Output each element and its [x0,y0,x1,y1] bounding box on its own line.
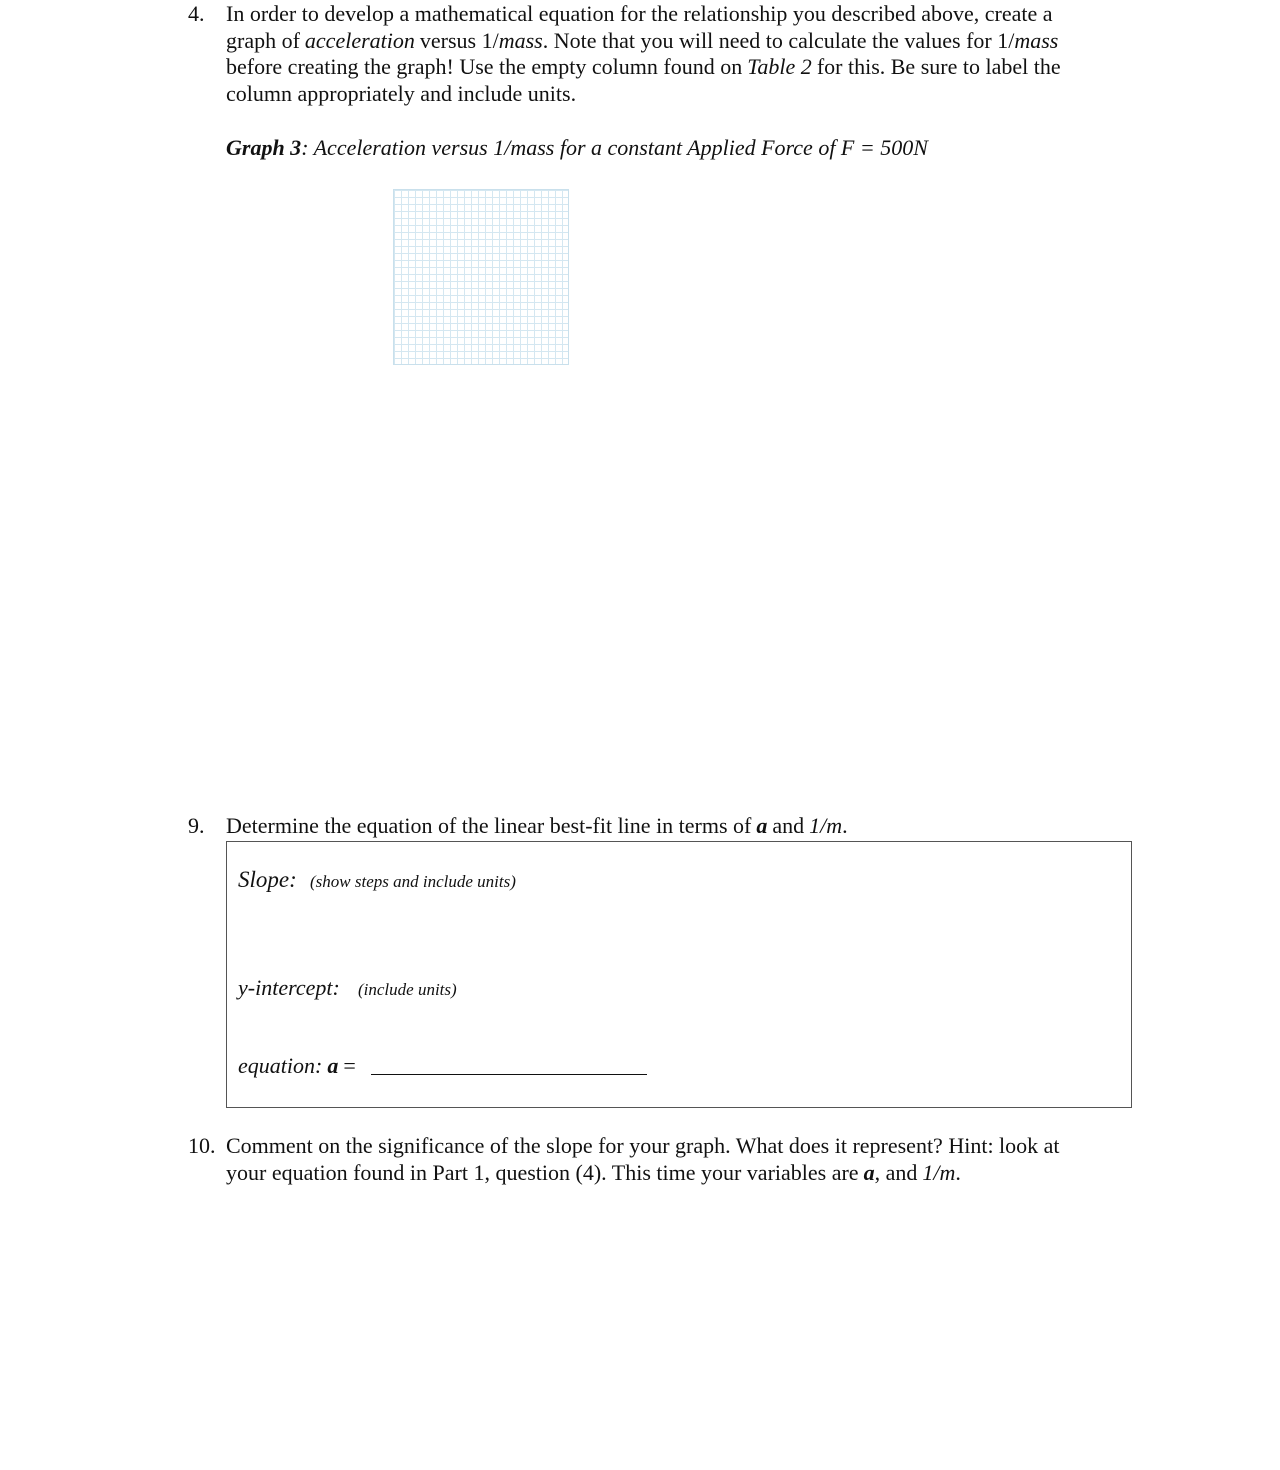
question-9-number: 9. [188,813,205,838]
question-10-line-1: Comment on the significance of the slope for your graph. What does it represent? Hint: look at [226,1133,1060,1158]
graph-number: Graph 3 [226,135,302,160]
q10-and: , and [874,1159,918,1185]
y-intercept-hint: (include units) [358,980,457,999]
q10-var-m: 1/m [922,1159,956,1185]
q9-var-m: 1/m [809,813,843,838]
question-10 [188,1133,1138,1193]
graph-caption [226,135,928,161]
q4-line2-versus: versus 1/ [419,27,499,53]
question-4-line-3 [226,54,1126,81]
graph-title: : Acceleration versus 1/mass for a constant Applied Force of F = 500N [301,135,928,160]
question-4-number: 4. [188,1,205,26]
q9-and: and [772,813,805,838]
question-4-text [226,1,1126,107]
equation-equals: = [343,1053,356,1078]
question-4-line-1: In order to develop a mathematical equation for the relationship you described above, create a [226,1,1053,26]
slope-hint: (show steps and include units) [310,872,516,891]
question-4-line-4: column appropriately and include units. [226,80,577,106]
q10-line2-text: your equation found in Part 1, question (4). This time your variables are [226,1159,859,1185]
q4-table-ref: Table 2 [747,54,812,79]
question-10-number: 10. [188,1133,216,1158]
q4-line2-text: graph of [226,27,300,53]
q4-var-mass-2: mass [1014,27,1059,53]
equation-answer-blank[interactable] [371,1074,647,1075]
q10-var-a: a [863,1159,875,1185]
question-10-line-2 [226,1160,1138,1187]
question-4 [188,1,1128,111]
q4-var-acceleration: acceleration [304,27,415,53]
answer-box[interactable] [226,841,1132,1108]
q4-line2-note: . Note that you will need to calculate the values for 1/ [542,27,1015,53]
y-intercept-label: y-intercept: [238,975,340,1000]
q10-period: . [955,1159,961,1185]
q9-period: . [842,813,848,838]
q4-var-mass: mass [498,27,543,53]
question-9-text [226,813,1126,840]
graph-paper-grid [393,189,569,365]
equation-label [238,1053,356,1079]
question-10-text [226,1133,1138,1186]
q4-line3-text: before creating the graph! Use the empty column found on [226,54,743,79]
question-9 [188,813,1128,843]
equation-text: equation: [238,1053,323,1078]
question-4-line-2 [226,28,1126,55]
slope-label: Slope: [238,867,297,892]
equation-var-a: a [327,1053,339,1078]
q9-var-a: a [756,813,768,838]
q4-line3-end: for this. Be sure to label the [816,54,1061,79]
q9-text: Determine the equation of the linear best-fit line in terms of [226,813,752,838]
